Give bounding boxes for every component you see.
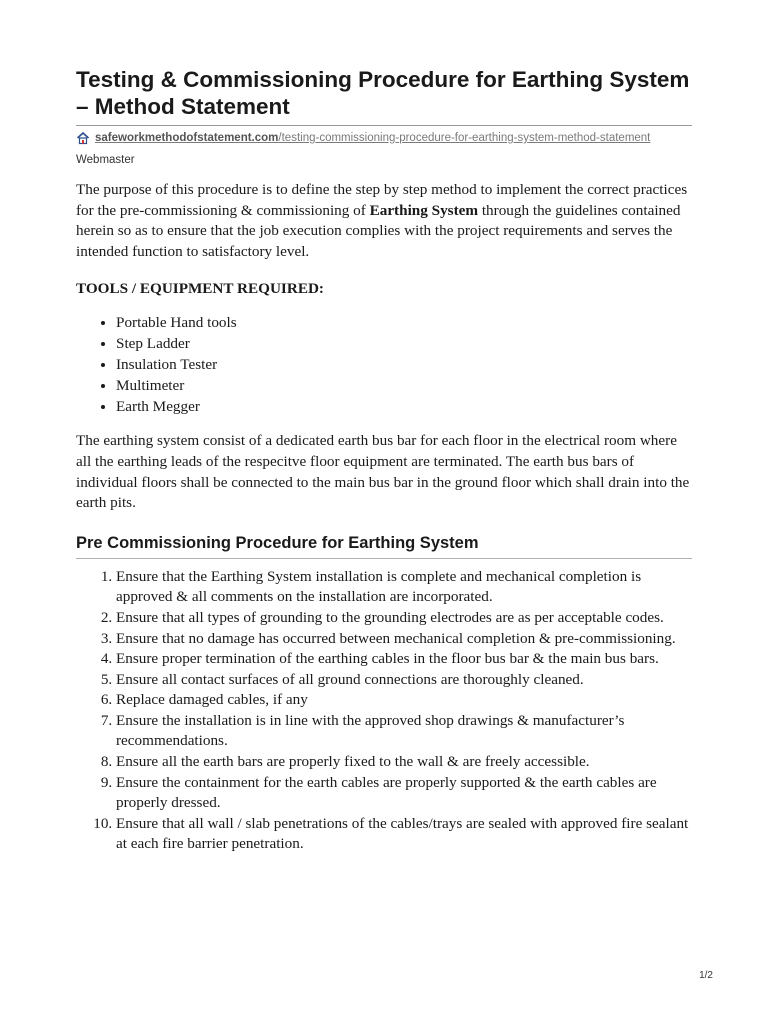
page-number: 1/2 [699, 970, 713, 981]
source-row [76, 131, 692, 145]
steps-list [76, 567, 692, 855]
list-item: 10. Ensure that all wall / slab penetrations of the cables/trays are sealed with approved fire sealant at each fire barrier penetration. [116, 814, 692, 855]
source-path: /testing-commissioning-procedure-for-earthing-system-method-statement [278, 132, 651, 144]
list-item: • Portable Hand tools [116, 313, 692, 334]
list-item: 2. Ensure that all types of grounding to the grounding electrodes are as per acceptable codes. [116, 608, 692, 629]
intro-bold: Earthing System [369, 201, 479, 219]
list-item: 4. Ensure proper termination of the earthing cables in the floor bus bar & the main bus bars. [116, 649, 692, 670]
intro-paragraph [76, 180, 692, 262]
system-description: The earthing system consist of a dedicated earth bus bar for each floor in the electrical room where all the earthing leads of the respecitve floor equipment are terminated. The earth bus bars of individual floors shall be connected to the main bus bar in the ground floor which shall drain into the earth pits. [76, 432, 690, 512]
list-item: 9. Ensure the containment for the earth cables are properly supported & the earth cables are properly dressed. [116, 773, 692, 814]
list-item: • Earth Megger [116, 397, 692, 418]
intro-text-1: The purpose of this procedure is to define the step by step method to implement the correct practices for the pre-commissioning & commissioning of [76, 181, 688, 219]
list-item: 1. Ensure that the Earthing System installation is complete and mechanical completion is approved & all comments on the installation are incorporated. [116, 567, 692, 608]
intro-text-2: through the guidelines contained herein so as to ensure that the job execution complies with the project requirements and serves the intended function to satisfactory level. [76, 201, 681, 260]
source-link[interactable] [95, 132, 650, 144]
document-page [76, 66, 692, 855]
list-item: 8. Ensure all the earth bars are properly fixed to the wall & are freely accessible. [116, 752, 692, 773]
title-divider [76, 125, 692, 126]
page-title: Testing & Commissioning Procedure for Earthing System – Method Statement [76, 67, 690, 119]
list-item: • Multimeter [116, 376, 692, 397]
house-shield-icon [76, 131, 90, 145]
tools-list [76, 313, 692, 417]
source-domain: safeworkmethodofstatement.com [95, 132, 279, 144]
author: Webmaster [76, 154, 135, 166]
list-item: • Step Ladder [116, 334, 692, 355]
tools-heading: TOOLS / EQUIPMENT REQUIRED: [76, 280, 324, 298]
list-item: 7. Ensure the installation is in line with the approved shop drawings & manufacturer’s recommendations. [116, 711, 692, 752]
section-heading: Pre Commissioning Procedure for Earthing System [76, 533, 479, 552]
list-item: • Insulation Tester [116, 355, 692, 376]
list-item: 3. Ensure that no damage has occurred between mechanical completion & pre-commissioning. [116, 629, 692, 650]
list-item: 6. Replace damaged cables, if any [116, 690, 692, 711]
list-item: 5. Ensure all contact surfaces of all ground connections are thoroughly cleaned. [116, 670, 692, 691]
section-divider [76, 558, 692, 559]
